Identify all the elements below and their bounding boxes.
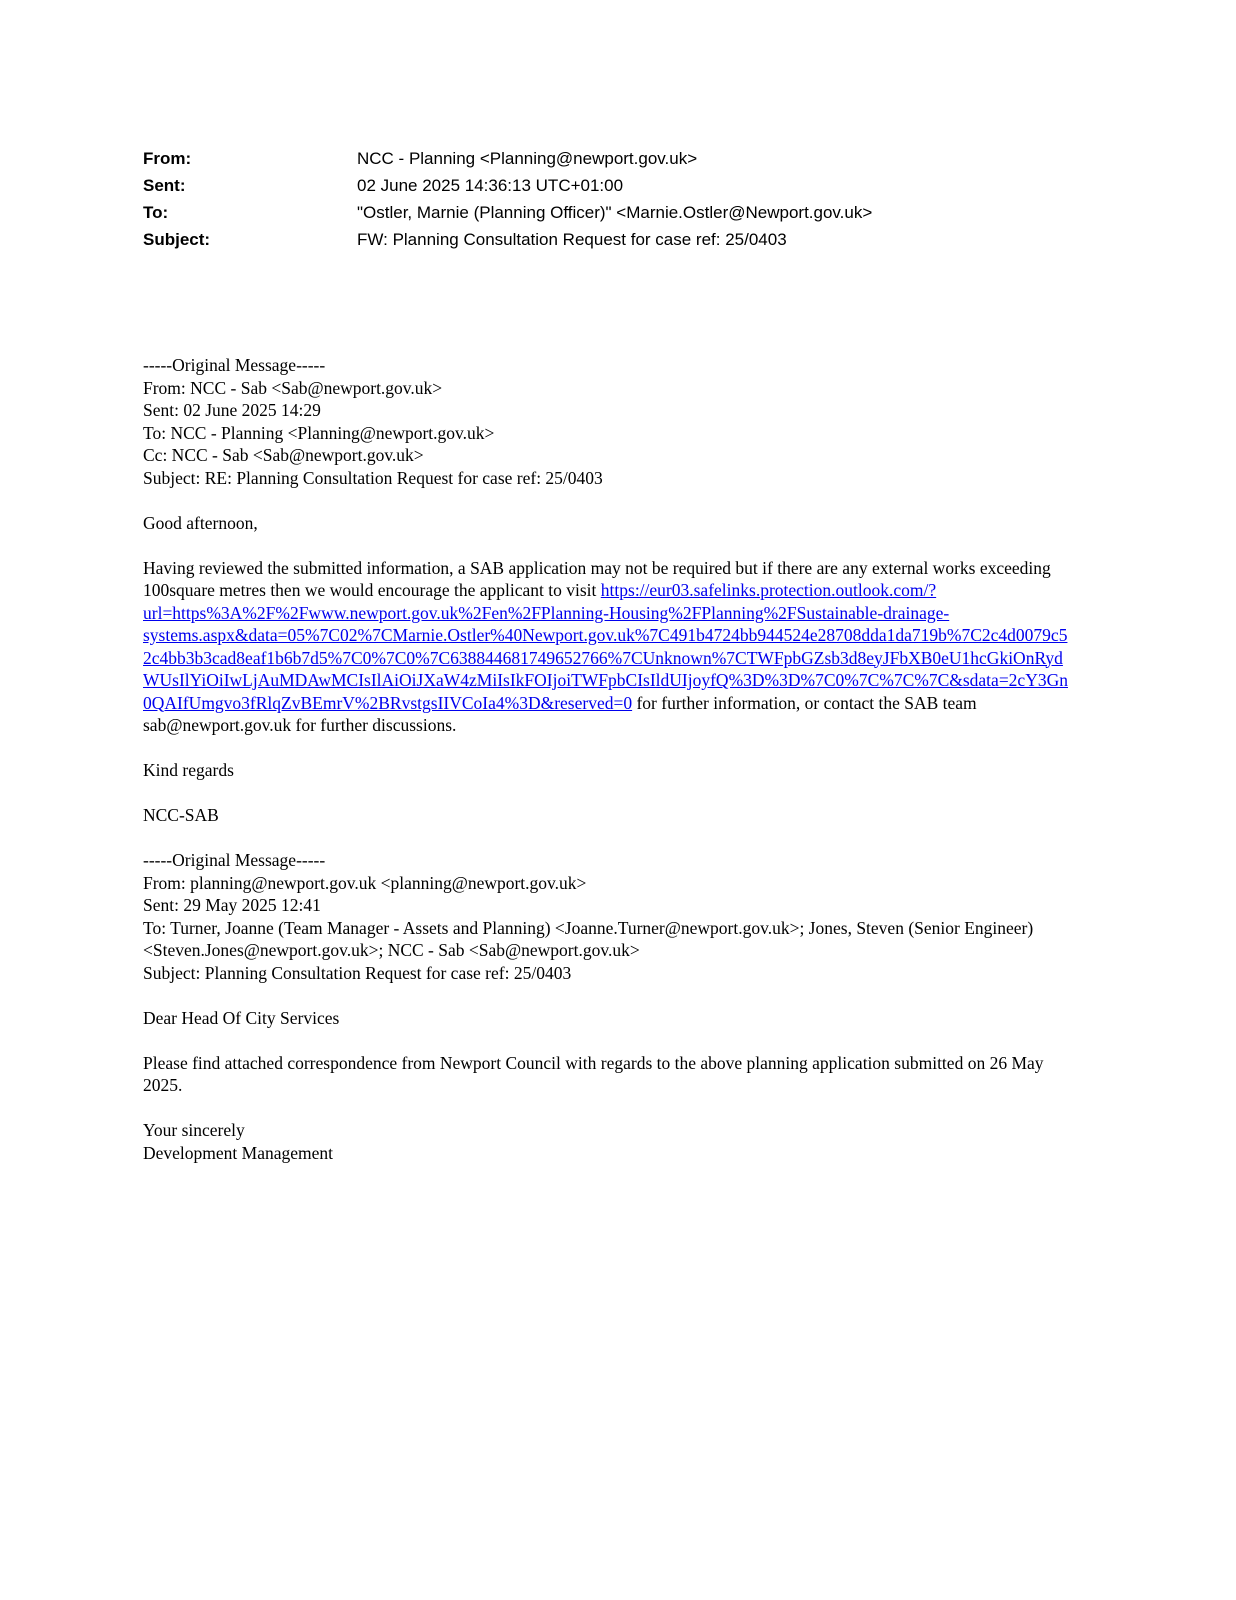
original-message-separator-2: -----Original Message----- xyxy=(143,850,326,870)
quoted2-from-line: From: planning@newport.gov.uk <planning@newport.gov.uk> xyxy=(143,872,587,893)
quoted1-to-line: To: NCC - Planning <Planning@newport.gov.uk> xyxy=(143,422,495,443)
body-paragraph-2: Please find attached correspondence from Newport Council with regards to the above planning application submitted on 26 May 2025. xyxy=(143,1052,1044,1095)
body-text-before-link: Having reviewed the submitted information, a SAB application may not be required but if there are any external works exceeding 100square metres then we would encourage the applicant to visit xyxy=(143,557,1051,600)
signature-line-1: NCC-SAB xyxy=(143,805,219,825)
signoff-line-1: Kind regards xyxy=(143,760,234,780)
to-value: "Ostler, Marnie (Planning Officer)" <Marnie.Ostler@Newport.gov.uk> xyxy=(357,203,873,222)
header-row-sent xyxy=(143,172,1068,199)
from-label: From: xyxy=(143,149,192,168)
to-label: To: xyxy=(143,203,169,222)
quoted2-subject-line: Subject: Planning Consultation Request for case ref: 25/0403 xyxy=(143,962,572,983)
quoted1-subject-line: Subject: RE: Planning Consultation Request for case ref: 25/0403 xyxy=(143,467,603,488)
sent-value: 02 June 2025 14:36:13 UTC+01:00 xyxy=(357,176,624,195)
subject-label: Subject: xyxy=(143,230,211,249)
quoted1-from-line: From: NCC - Sab <Sab@newport.gov.uk> xyxy=(143,377,443,398)
quoted2-to-line: To: Turner, Joanne (Team Manager - Assets and Planning) <Joanne.Turner@newport.gov.uk>; Jones, Steven (Senior Engineer) <Steven.Jones@newport.gov.uk>; NCC - Sab <Sab@newport.gov.uk> xyxy=(143,917,1034,960)
signature-line-2: Development Management xyxy=(143,1142,334,1163)
header-row-to xyxy=(143,199,1068,226)
header-row-subject xyxy=(143,226,1068,253)
email-header xyxy=(143,145,1068,253)
subject-value: FW: Planning Consultation Request for case ref: 25/0403 xyxy=(357,230,787,249)
greeting-line: Good afternoon, xyxy=(143,512,258,533)
from-value: NCC - Planning <Planning@newport.gov.uk> xyxy=(357,149,698,168)
body-paragraph-with-link xyxy=(143,557,1068,737)
body-text-after-link: for further information, or contact the SAB team sab@newport.gov.uk for further discussions. xyxy=(143,692,977,735)
signoff-line-2: Your sincerely xyxy=(143,1120,245,1140)
quoted1-sent-line: Sent: 02 June 2025 14:29 xyxy=(143,400,321,420)
original-message-separator-1: -----Original Message----- xyxy=(143,355,326,375)
header-row-from xyxy=(143,145,1068,172)
email-body xyxy=(143,354,1068,1164)
quoted2-sent-line: Sent: 29 May 2025 12:41 xyxy=(143,895,321,915)
safelinks-url-link[interactable]: https://eur03.safelinks.protection.outlook.com/?url=https%3A%2F%2Fwww.newport.gov.uk%2Fen%2FPlanning-Housing%2FPlanning%2FSustainable-drainage-systems.aspx&data=05%7C02%7CMarnie.Ostler%40Newport.gov.uk%7C491b4724bb944524e28708dda1da719b%7C2c4d0079c52c4bb3b3cad8eaf1b6b7d5%7C0%7C0%7C638844681749652766%7CUnknown%7CTWFpbGZsb3d8eyJFbXB0eU1hcGkiOnRydWUsIlYiOiIwLjAuMDAwMCIsIlAiOiJXaW4zMiIsIkFOIjoiTWFpbCIsIldUIjoyfQ%3D%3D%7C0%7C%7C%7C&sdata=2cY3Gn0QAIfUmgvo3fRlqZvBEmrV%2BRvstgsIIVCoIa4%3D&reserved=0 xyxy=(143,580,1068,713)
quoted1-cc-line: Cc: NCC - Sab <Sab@newport.gov.uk> xyxy=(143,445,424,465)
sent-label: Sent: xyxy=(143,176,186,195)
salutation-line: Dear Head Of City Services xyxy=(143,1007,340,1028)
